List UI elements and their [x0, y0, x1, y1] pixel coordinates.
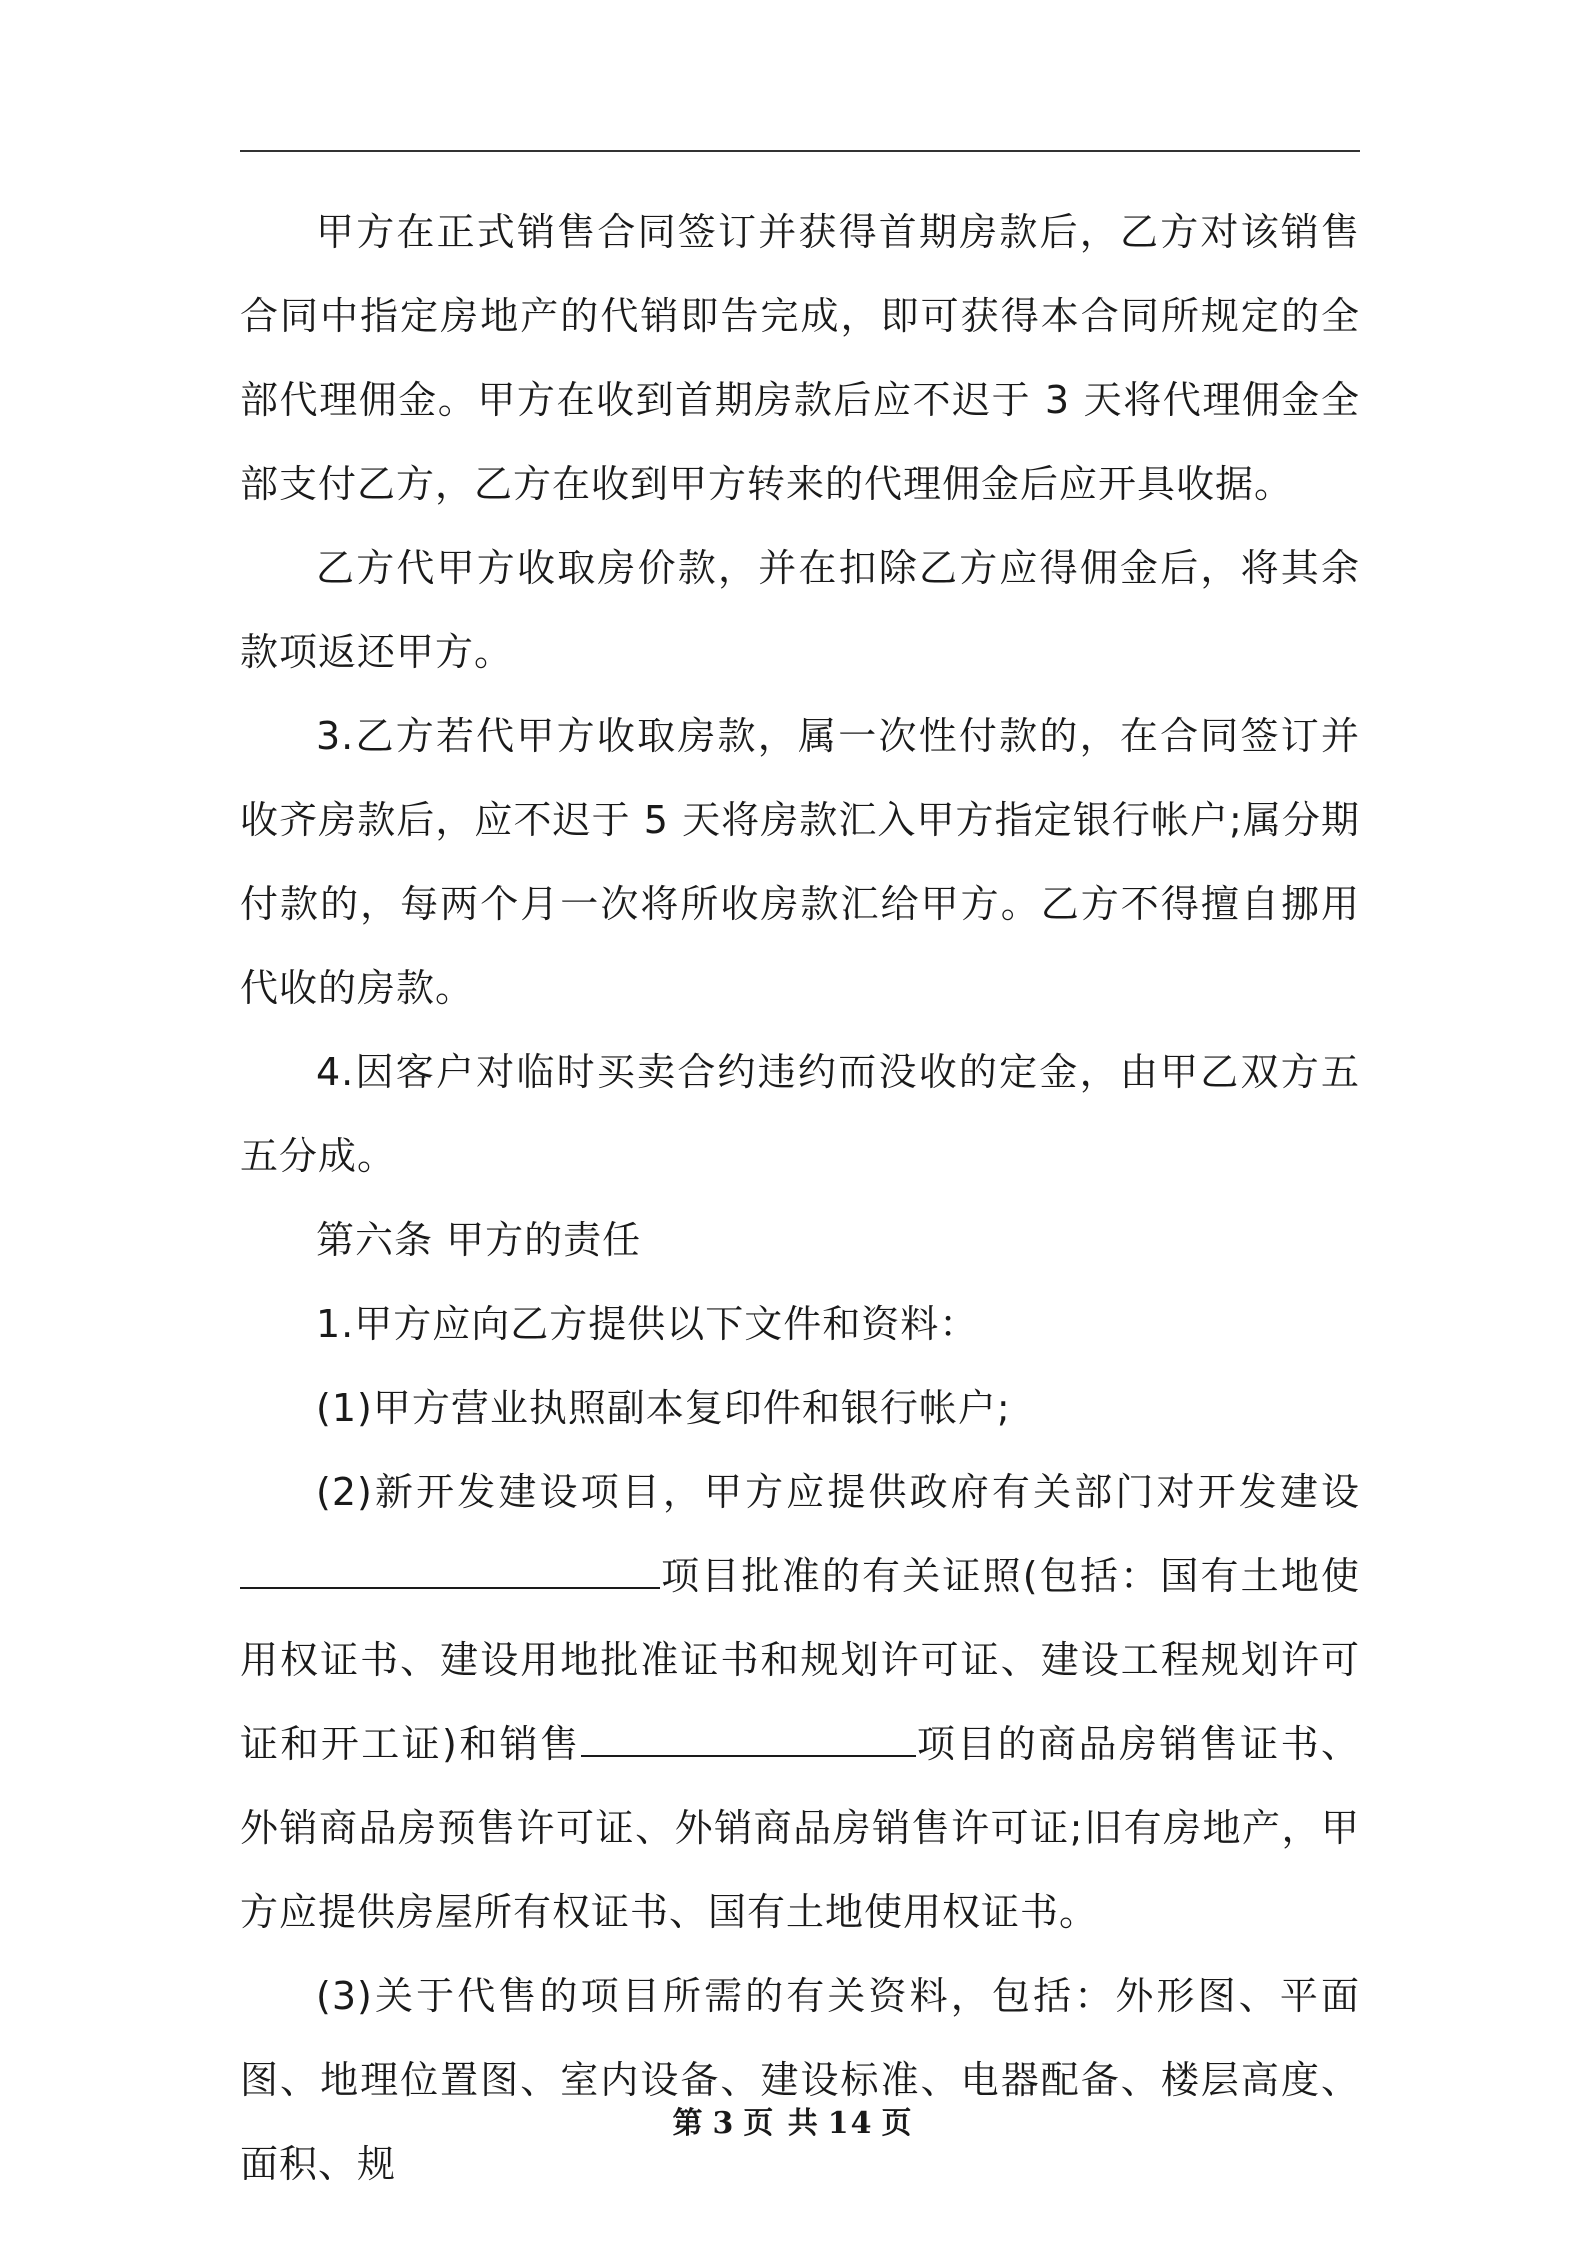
footer-total-pages: 14 [827, 2106, 874, 2141]
header-rule [240, 150, 1360, 152]
page-footer [0, 2098, 1586, 2142]
paragraph-item-1-documents: 1.甲方应向乙方提供以下文件和资料： [316, 1302, 979, 1346]
fill-blank-sales-project [581, 1711, 916, 1757]
paragraph-subitem-1-license: (1)甲方营业执照副本复印件和银行帐户; [316, 1386, 1011, 1430]
paragraph-price-collection: 乙方代甲方收取房价款，并在扣除乙方应得佣金后，将其余款项返还甲方。 [240, 546, 1360, 674]
footer-current-page: 3 [712, 2106, 736, 2141]
footer-prefix: 第 [672, 2106, 705, 2141]
paragraph-item-3-payment-transfer: 3.乙方若代甲方收取房款，属一次性付款的，在合同签订并收齐房款后，应不迟于 5 天将房款汇入甲方指定银行帐户;属分期付款的，每两个月一次将所收房款汇给甲方。乙方不得擅自挪用代收的房款。 [240, 714, 1360, 1010]
footer-suffix: 页 [881, 2106, 914, 2141]
fill-blank-project-name [240, 1543, 660, 1589]
subitem-2-text-b: 项目批准的有关证照(包括：国有土地使用权证书、建设用地批准证书和规划许可证、建设工程规划许可证和开工证)和销售 [240, 1554, 1360, 1766]
document-body [240, 190, 1360, 2206]
paragraph-subitem-2-certificates [240, 1450, 1360, 1954]
section-heading-article-6: 第六条 甲方的责任 [316, 1218, 642, 1262]
subitem-2-text-c: 项目的商品房销售证书、外销商品房预售许可证、外销商品房销售许可证;旧有房地产，甲方应提供房屋所有权证书、国有土地使用权证书。 [240, 1722, 1360, 1934]
paragraph-subitem-3-materials: (3)关于代售的项目所需的有关资料，包括：外形图、平面图、地理位置图、室内设备、建设标准、电器配备、楼层高度、面积、规 [240, 1974, 1360, 2186]
subitem-2-text-a: (2)新开发建设项目，甲方应提供政府有关部门对开发建设 [316, 1470, 1360, 1514]
paragraph-item-4-deposit-split: 4.因客户对临时买卖合约违约而没收的定金，由甲乙双方五五分成。 [240, 1050, 1360, 1178]
footer-middle: 页 共 [743, 2106, 820, 2141]
paragraph-commission-payment: 甲方在正式销售合同签订并获得首期房款后，乙方对该销售合同中指定房地产的代销即告完成，即可获得本合同所规定的全部代理佣金。甲方在收到首期房款后应不迟于 3 天将代理佣金全部支付乙方，乙方在收到甲方转来的代理佣金后应开具收据。 [240, 210, 1360, 506]
